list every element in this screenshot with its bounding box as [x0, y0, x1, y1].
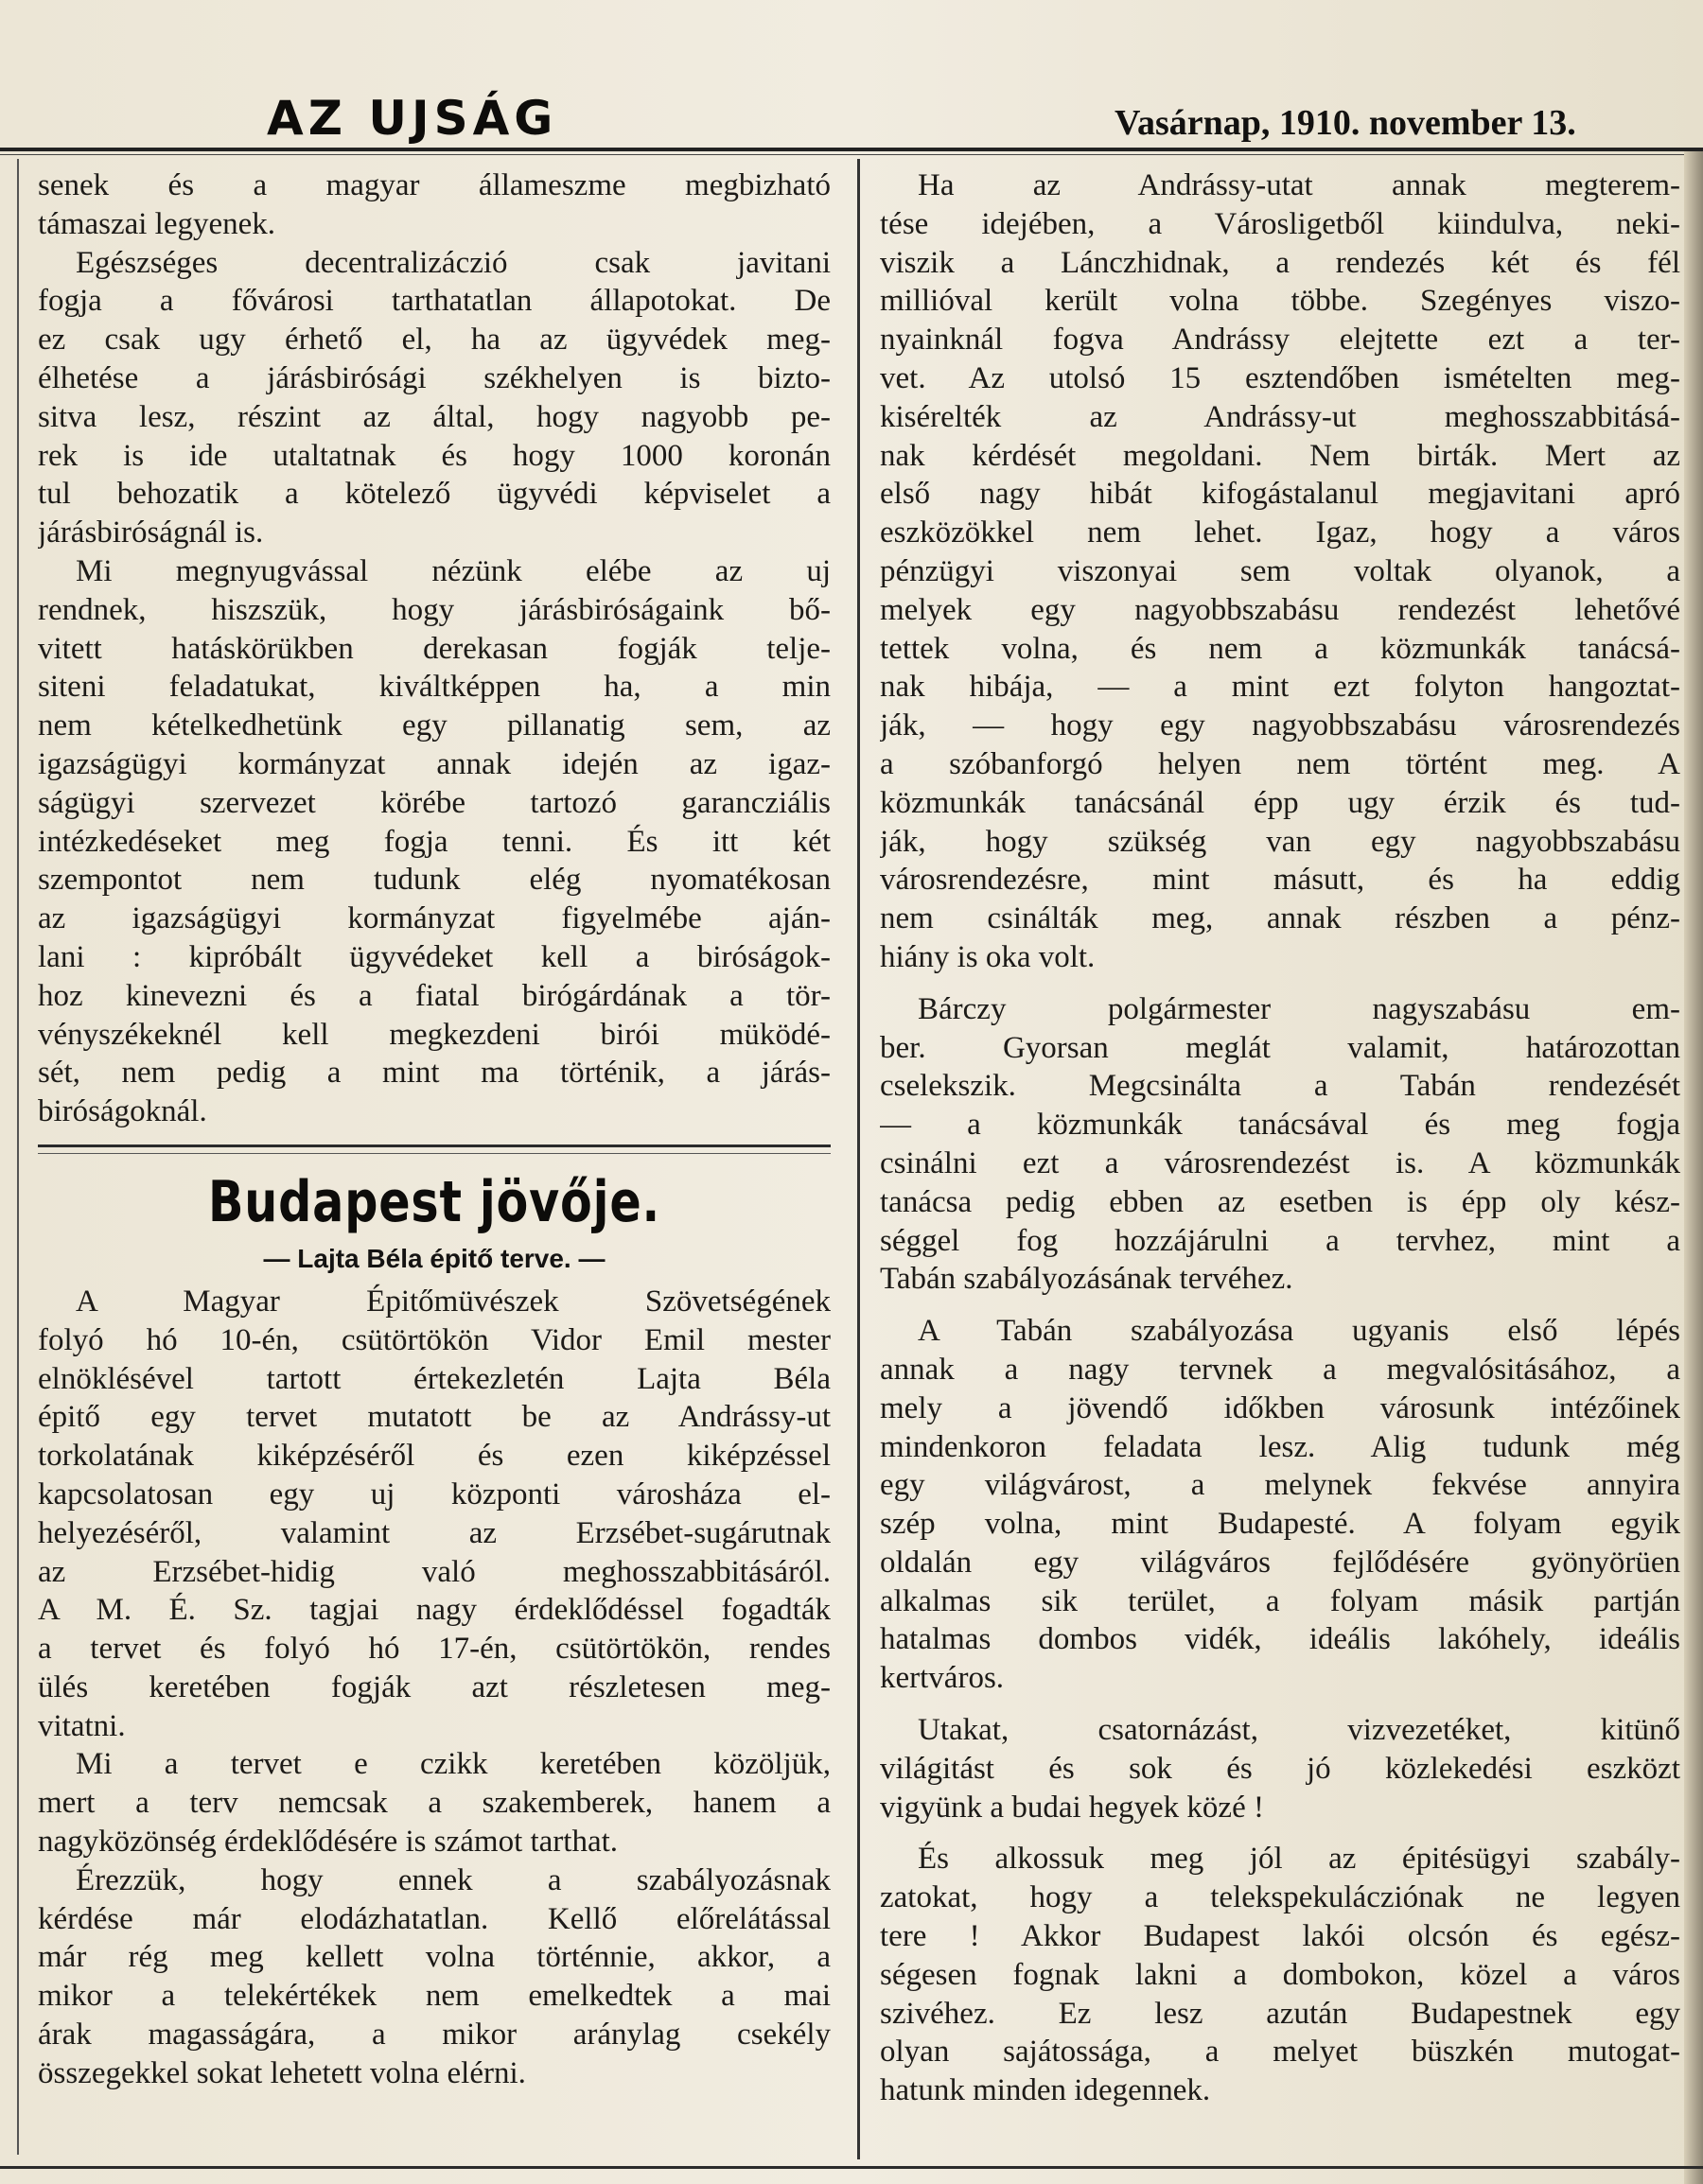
text-line: Mi megnyugvással nézünk elébe az uj: [76, 553, 831, 588]
text-line: millióval került volna többe. Szegényes viszo-: [880, 284, 1680, 319]
text-line: siteni feladatukat, kiváltképpen ha, a min: [38, 670, 831, 705]
article-separator: [38, 1144, 831, 1154]
text-line: ségesen fognak lakni a dombokon, közel a város: [880, 1957, 1680, 1992]
bottom-rule: [0, 2166, 1703, 2169]
text-line: olyan sajátossága, a melyet büszkén mutogat-: [880, 2035, 1680, 2070]
text-line: nak hibája, — a mint ezt folyton hangoztat-: [880, 670, 1680, 705]
text-line: kapcsolatosan egy uj központi városháza el-: [38, 1476, 831, 1511]
paragraph: [38, 166, 831, 244]
text-line: sitva lesz, részint az által, hogy nagyobb pe-: [38, 399, 831, 434]
text-line: mert a terv nemcsak a szakemberek, hanem a: [38, 1786, 831, 1821]
paragraph: [880, 1711, 1680, 1826]
text-line: hoz kinevezni és a fiatal birógárdának a tör-: [38, 978, 831, 1013]
text-line: élhetése a járásbirósági székhelyen is bizto-: [38, 360, 831, 395]
text-line: sét, nem pedig a mint ma történik, a járás-: [38, 1056, 831, 1091]
text-line: támaszai legyenek.: [38, 206, 276, 241]
text-line: cselekszik. Megcsinálta a Tabán rendezését: [880, 1069, 1680, 1104]
paragraph: [880, 990, 1680, 1299]
paper-name: AZ UJSÁG: [267, 91, 558, 146]
text-line: zatokat, hogy a telekspekulácziónak ne legyen: [880, 1880, 1680, 1915]
text-line: ülés keretében fogják azt részletesen meg-: [38, 1669, 831, 1704]
text-line: nyainknál fogva Andrássy elejtette ezt a ter-: [880, 323, 1680, 358]
text-line: elnöklésével tartott értekezletén Lajta Béla: [38, 1361, 831, 1396]
text-line: ber. Gyorsan meglát valamit, határozottan: [880, 1030, 1680, 1065]
text-line: tere ! Akkor Budapest lakói olcsón és egész-: [880, 1919, 1680, 1954]
text-line: nem kételkedhetünk egy pillanatig sem, az: [38, 708, 831, 743]
text-line: tettek volna, és nem a közmunkák tanácsá-: [880, 631, 1680, 666]
text-line: nagyközönség érdeklődésére is számot tarthat.: [38, 1825, 619, 1860]
text-line: első nagy hibát kifogástalanul megjavitani apró: [880, 477, 1680, 512]
text-line: nem csinálták meg, annak részben a pénz-: [880, 901, 1680, 936]
text-line: Egészséges decentralizáczió csak javitani: [76, 245, 831, 280]
paragraph-gap: [880, 1826, 1680, 1840]
article-body-left: [38, 1283, 831, 2093]
paragraph-gap: [880, 1698, 1680, 1711]
right-column: [880, 166, 1680, 2110]
text-line: szempontot nem tudunk elég nyomatékosan: [38, 863, 831, 898]
text-line: vigyünk a budai hegyek közé !: [880, 1790, 1264, 1825]
paragraph: [38, 1283, 831, 1746]
masthead-rule-thin: [0, 154, 1703, 155]
text-line: tul behozatik a kötelező ügyvédi képviselet a: [38, 477, 831, 512]
text-line: senek és a magyar állameszme megbizható: [38, 168, 831, 202]
paragraph: [38, 552, 831, 1131]
article-subhead: — Lajta Béla épitő terve. —: [263, 1243, 606, 1273]
text-line: Utakat, csatornázást, vizvezetéket, kitünő: [918, 1713, 1680, 1748]
text-line: A Tabán szabályozása ugyanis első lépés: [918, 1314, 1680, 1349]
text-line: helyezéséről, valamint az Erzsébet-sugárutnak: [38, 1515, 831, 1550]
page-edge-shadow: [1684, 151, 1703, 2184]
masthead: [0, 0, 1703, 151]
text-line: mikor a telekértékek nem emelkedtek a mai: [38, 1979, 831, 2014]
article-headline: Budapest jövője.: [207, 1168, 661, 1235]
left-column: [38, 166, 831, 2093]
text-line: már rég meg kellett volna történnie, akkor, a: [38, 1940, 831, 1975]
text-line: ják, — hogy egy nagyobbszabásu városrendezés: [880, 708, 1680, 743]
text-line: Bárczy polgármester nagyszabásu em-: [918, 991, 1680, 1026]
intro-text: [38, 166, 831, 1131]
text-line: séggel fog hozzájárulni a tervhez, mint a: [880, 1223, 1680, 1258]
text-line: A Magyar Épitőmüvészek Szövetségének: [76, 1284, 831, 1319]
column-divider: [857, 159, 860, 2159]
text-line: mely a jövendő időkben városunk intézőinek: [880, 1390, 1680, 1425]
text-line: járásbiróságnál is.: [38, 515, 264, 550]
left-margin-rule: [17, 159, 19, 2155]
text-line: az igazságügyi kormányzat figyelmébe aján-: [38, 901, 831, 936]
text-line: vényszékeknél kell megkezdeni birói müködé-: [38, 1017, 831, 1052]
text-line: rek is ide utaltatnak és hogy 1000 koronán: [38, 438, 831, 473]
text-line: Ha az Andrássy-utat annak megterem-: [918, 168, 1680, 202]
text-line: hatalmas dombos vidék, ideális lakóhely, ideális: [880, 1622, 1680, 1657]
text-line: És alkossuk meg jól az épitésügyi szabály-: [918, 1842, 1680, 1877]
text-line: vitett hatáskörükben derekasan fogják telje-: [38, 631, 831, 666]
text-line: lani : kipróbált ügyvédeket kell a biróságok-: [38, 939, 831, 974]
text-line: árak magasságára, a mikor aránylag csekély: [38, 2018, 831, 2053]
paragraph: [880, 1312, 1680, 1698]
text-line: az Erzsébet-hidig való meghosszabbitásáról.: [38, 1554, 831, 1589]
text-line: épitő egy tervet mutatott be az Andrássy-ut: [38, 1400, 831, 1435]
text-line: alkalmas sik terület, a folyam másik partján: [880, 1583, 1680, 1618]
text-line: Érezzük, hogy ennek a szabályozásnak: [76, 1862, 831, 1897]
text-line: szivéhez. Ez lesz azután Budapestnek egy: [880, 1996, 1680, 2031]
text-line: igazságügyi kormányzat annak idején az igaz-: [38, 746, 831, 781]
text-line: vet. Az utolsó 15 esztendőben ismételten meg-: [880, 360, 1680, 395]
text-line: kérdése már elodázhatatlan. Kellő előrelátással: [38, 1901, 831, 1936]
text-line: hatunk minden idegennek.: [880, 2073, 1211, 2108]
text-line: viszik a Lánczhidnak, a rendezés két és fél: [880, 245, 1680, 280]
paragraph: [38, 244, 831, 552]
text-line: — a közmunkák tanácsával és meg fogja: [880, 1108, 1680, 1143]
text-line: csinálni ezt a városrendezést is. A közmunkák: [880, 1145, 1680, 1180]
text-line: kertváros.: [880, 1661, 1005, 1696]
text-line: a szóbanforgó helyen nem történt meg. A: [880, 746, 1680, 781]
text-line: rendnek, hiszszük, hogy járásbiróságaink bő-: [38, 592, 831, 627]
text-line: pénzügyi viszonyai sem voltak olyanok, a: [880, 553, 1680, 588]
text-line: folyó hó 10-én, csütörtökön Vidor Emil mester: [38, 1322, 831, 1357]
text-line: kisérelték az Andrássy-ut meghosszabbitásá-: [880, 399, 1680, 434]
paragraph: [880, 166, 1680, 977]
text-line: a tervet és folyó hó 17-én, csütörtökön, rendes: [38, 1632, 831, 1667]
text-line: melyek egy nagyobbszabásu rendezést lehetővé: [880, 592, 1680, 627]
text-line: annak a nagy tervnek a megvalósitásához, a: [880, 1352, 1680, 1387]
article-body-right: [880, 166, 1680, 2110]
text-line: torkolatának kiképzéséről és ezen kiképzéssel: [38, 1439, 831, 1474]
text-line: ságügyi szervezet körébe tartozó garancziális: [38, 785, 831, 820]
text-line: városrendezésre, mint másutt, és ha eddig: [880, 863, 1680, 898]
text-line: közmunkák tanácsánál épp ugy érzik és tud-: [880, 785, 1680, 820]
text-line: ják, hogy szükség van egy nagyobbszabásu: [880, 824, 1680, 859]
text-line: ez csak ugy érhető el, ha az ügyvédek meg-: [38, 323, 831, 358]
text-line: tanácsa pedig ebben az esetben is épp oly kész-: [880, 1184, 1680, 1219]
masthead-rule: [0, 148, 1703, 151]
text-line: tése idejében, a Városligetből kiindulva, neki-: [880, 206, 1680, 241]
text-line: szép volna, mint Budapesté. A folyam egyik: [880, 1507, 1680, 1542]
text-line: oldalán egy világváros fejlődésére gyönyörüen: [880, 1545, 1680, 1580]
paragraph: [38, 1745, 831, 1861]
text-line: egy világvárost, a melynek fekvése annyira: [880, 1468, 1680, 1503]
text-line: mindenkoron feladata lesz. Alig tudunk még: [880, 1429, 1680, 1464]
text-line: Mi a tervet e czikk keretében közöljük,: [76, 1747, 831, 1782]
text-line: Tabán szabályozásának tervéhez.: [880, 1262, 1293, 1297]
text-line: intézkedéseket meg fogja tenni. És itt két: [38, 824, 831, 859]
paragraph: [880, 1840, 1680, 2110]
text-line: A M. É. Sz. tagjai nagy érdeklődéssel fogadták: [38, 1593, 831, 1628]
text-line: vitatni.: [38, 1708, 126, 1743]
text-line: világitást és sok és jó közlekedési eszközt: [880, 1751, 1680, 1786]
paragraph: [38, 1861, 831, 2093]
text-line: összegekkel sokat lehetett volna elérni.: [38, 2055, 526, 2090]
text-line: biróságoknál.: [38, 1094, 207, 1129]
paragraph-gap: [880, 1299, 1680, 1312]
text-line: eszközökkel nem lehet. Igaz, hogy a város: [880, 515, 1680, 550]
paragraph-gap: [880, 977, 1680, 990]
text-line: fogja a fővárosi tarthatatlan állapotokat. De: [38, 284, 831, 319]
text-line: hiány is oka volt.: [880, 939, 1096, 974]
text-line: nak kérdését megoldani. Nem birták. Mert az: [880, 438, 1680, 473]
issue-date: Vasárnap, 1910. november 13.: [1115, 103, 1576, 143]
